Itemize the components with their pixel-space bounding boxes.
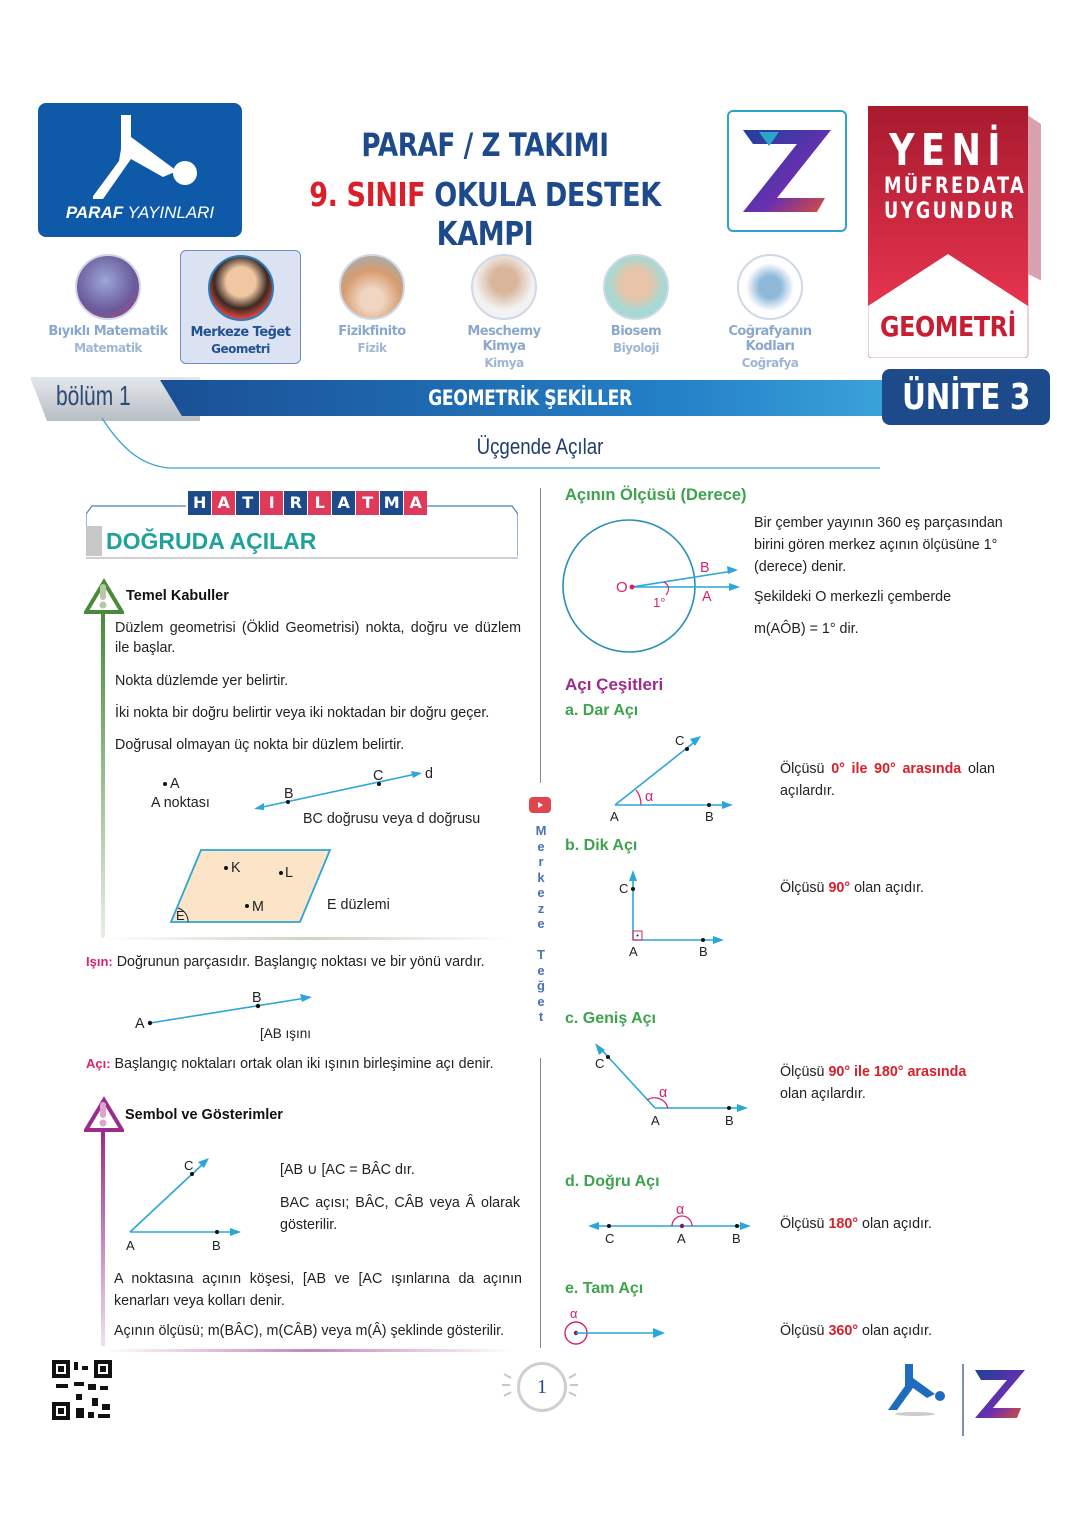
plane-caption: E düzlemi xyxy=(327,897,390,913)
right-angle-figure xyxy=(625,868,730,948)
dogru-aci-desc: Ölçüsü 180° olan açıdır. xyxy=(780,1216,932,1232)
section-title: GEOMETRİK ŞEKİLLER xyxy=(428,386,632,410)
youtube-icon[interactable] xyxy=(529,797,551,813)
temel-p3: İki nokta bir doğru belirtir veya iki noktadan bir doğru geçer. xyxy=(115,705,490,721)
dar-aci-desc: Ölçüsü 0° ile 90° arasında olan açılardır. xyxy=(780,761,995,799)
unite-badge: ÜNİTE 3 xyxy=(882,369,1050,425)
plane-point-l: L xyxy=(285,865,293,881)
acute-angle-figure xyxy=(605,730,740,810)
subject-label: GEOMETRİ xyxy=(880,310,1016,343)
author-merkeze-teget[interactable]: Merkeze Teğet Geometri xyxy=(180,250,301,364)
bolum-label: bölüm 1 xyxy=(56,380,131,411)
degree-circle-figure xyxy=(560,515,740,660)
qr-code-icon[interactable] xyxy=(52,1360,112,1420)
plane-point-m: M xyxy=(252,899,264,915)
angle-a-label: A xyxy=(126,1238,135,1253)
temel-p1: Düzlem geometrisi (Öklid Geometrisi) nokta, doğru ve düzlem ile başlar. xyxy=(115,620,521,656)
alpha-label: α xyxy=(645,789,654,805)
alpha-label: α xyxy=(659,1085,668,1101)
circle-b-label: B xyxy=(700,560,710,576)
divider xyxy=(104,1349,514,1352)
pt-c: C xyxy=(675,733,685,748)
column-divider xyxy=(540,488,541,783)
point-a-label: A xyxy=(170,776,180,792)
line-d-label: d xyxy=(425,766,433,782)
page-number: 1 xyxy=(517,1362,567,1412)
divider xyxy=(86,557,518,559)
dar-aci-heading: a. Dar Açı xyxy=(565,702,639,719)
pt-b: B xyxy=(732,1231,741,1246)
genis-aci-heading: c. Geniş Açı xyxy=(565,1010,656,1027)
pt-a: A xyxy=(677,1231,686,1246)
avatar xyxy=(471,254,537,320)
sembol-heading: Sembol ve Gösterimler xyxy=(125,1107,283,1123)
avatar xyxy=(75,254,141,320)
campaign-title-line2: 9. SINIF OKULA DESTEK KAMPI xyxy=(309,175,661,253)
ray-caption: [AB ışını xyxy=(260,1026,312,1041)
footer-logos xyxy=(885,1360,1035,1438)
author-meschemy-kimya[interactable]: Meschemy Kimya Kimya xyxy=(444,250,564,362)
z-takimi-logo xyxy=(727,110,847,232)
section-marker xyxy=(86,526,102,556)
avatar xyxy=(737,254,803,320)
aci-cesitleri-heading: Açı Çeşitleri xyxy=(565,675,664,694)
point-caption: A noktası xyxy=(151,795,210,811)
genis-aci-desc: Ölçüsü 90° ile 180° arasında olan açılardır. xyxy=(780,1064,967,1102)
author-biosem[interactable]: Biosem Biyoloji xyxy=(576,250,696,362)
section-title-dogruda-acilar: DOĞRUDA AÇILAR xyxy=(106,528,317,554)
line-c-label: C xyxy=(373,768,384,784)
tam-aci-heading: e. Tam Açı xyxy=(565,1280,644,1297)
pt-a: A xyxy=(610,809,619,824)
sembol-line1: [AB ∪ [AC = BÂC dır. xyxy=(280,1162,415,1178)
angle-c-label: C xyxy=(184,1158,194,1173)
alpha-label: α xyxy=(676,1202,685,1218)
column-divider xyxy=(540,1058,541,1348)
author-cografyanin-kodlari[interactable]: Coğrafyanın Kodları Coğrafya xyxy=(708,250,832,362)
isin-definition: Işın: Doğrunun parçasıdır. Başlangıç noktası ve bir yönü vardır. xyxy=(86,954,485,970)
circle-o-label: O xyxy=(616,579,628,596)
pt-a: A xyxy=(651,1113,660,1128)
sembol-p2: Açının ölçüsü; m(BÂC), m(CÂB) veya m(Â) şeklinde gösterilir. xyxy=(114,1323,505,1339)
sembol-line2: BAC açısı; BÂC, CÂB veya Â olarak gösterilir. xyxy=(280,1195,520,1233)
ray-a-label: A xyxy=(135,1016,145,1032)
dik-aci-heading: b. Dik Açı xyxy=(565,837,638,854)
ray-b-label: B xyxy=(252,990,262,1006)
pt-b: B xyxy=(705,809,714,824)
circle-degree-label: 1° xyxy=(653,595,666,610)
angle-b-label: B xyxy=(212,1238,221,1253)
temel-p2: Nokta düzlemde yer belirtir. xyxy=(115,673,289,689)
pt-b: B xyxy=(699,944,708,959)
plane-corner-e: E xyxy=(176,908,185,923)
avatar xyxy=(603,254,669,320)
pt-c: C xyxy=(605,1231,615,1246)
line-caption: BC doğrusu veya d doğrusu xyxy=(303,811,481,827)
line-b-label: B xyxy=(284,786,294,802)
page-number-rays xyxy=(498,1365,582,1405)
ribbon-text: YENİ MÜFREDATA UYGUNDUR xyxy=(884,125,1027,224)
z-logo-icon xyxy=(729,112,845,230)
paraf-logo xyxy=(38,103,242,237)
campaign-title-line1: PARAF / Z TAKIMI xyxy=(361,126,609,164)
pt-c: C xyxy=(619,881,629,896)
olcu-p2: Şekildeki O merkezli çemberde xyxy=(754,589,952,605)
alpha-label: α xyxy=(570,1306,578,1321)
dik-aci-desc: Ölçüsü 90° olan açıdır. xyxy=(780,880,925,896)
author-biyikli-matematik[interactable]: Bıyıklı Matematik Matematik xyxy=(48,250,168,362)
pt-b: B xyxy=(725,1113,734,1128)
author-fizikfinito[interactable]: Fizikfinito Fizik xyxy=(312,250,432,362)
divider xyxy=(104,937,514,940)
pt-a: A xyxy=(629,944,638,959)
olcu-p1: Bir çember yayının 360 eş parçasından birini gören merkez açının ölçüsüne 1° (derece) denir. xyxy=(754,515,1003,575)
pt-c: C xyxy=(595,1056,605,1071)
obtuse-angle-figure xyxy=(590,1040,750,1115)
tam-aci-desc: Ölçüsü 360° olan açıdır. xyxy=(780,1323,932,1339)
full-angle-figure xyxy=(562,1318,672,1350)
paraf-logo-icon xyxy=(93,115,203,199)
dogru-aci-heading: d. Doğru Açı xyxy=(565,1173,660,1190)
olcu-heading: Açının Ölçüsü (Derece) xyxy=(565,486,747,504)
subtopic-title: Üçgende Açılar xyxy=(476,434,604,459)
avatar xyxy=(208,255,274,321)
aci-definition: Açı: Başlangıç noktaları ortak olan iki ışının birleşimine açı denir. xyxy=(86,1056,494,1072)
temel-kabuller-heading: Temel Kabuller xyxy=(126,588,229,604)
paraf-logo-text: PARAF YAYINLARI xyxy=(65,203,215,222)
temel-p4: Doğrusal olmayan üç nokta bir düzlem belirtir. xyxy=(115,737,405,753)
olcu-p3: m(AÔB) = 1° dir. xyxy=(754,621,859,637)
avatar xyxy=(339,254,405,320)
vertical-brand-text: M e r k e z e T e ğ e t xyxy=(535,823,547,1024)
sembol-p1: A noktasına açının köşesi, [AB ve [AC ışınlarına da açının kenarları veya kolları denir. xyxy=(114,1271,522,1309)
plane-point-k: K xyxy=(231,860,241,876)
circle-a-label: A xyxy=(702,589,712,605)
hatirlatma-label: H A T I R L A T M A xyxy=(188,491,428,515)
